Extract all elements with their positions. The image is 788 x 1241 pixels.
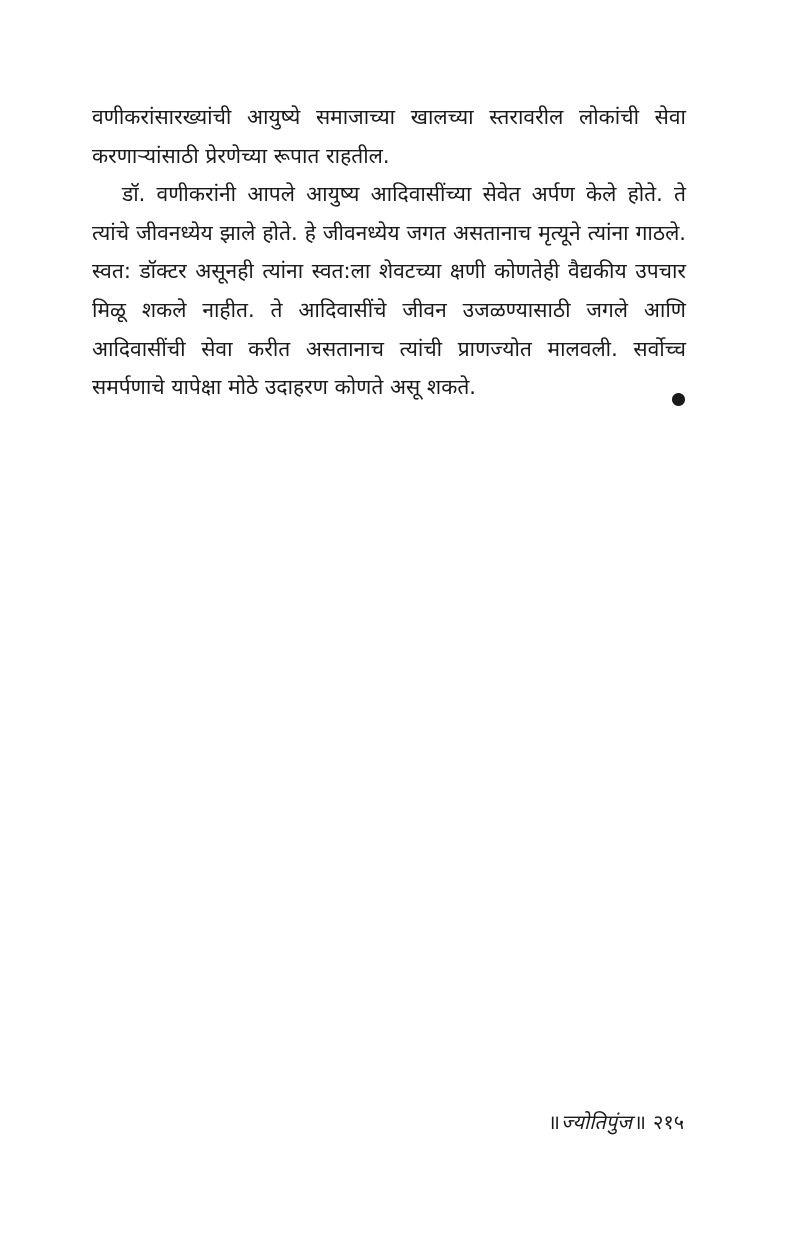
footer-bars-right: ॥ bbox=[633, 1110, 645, 1134]
paragraph-2-line-2: त्यांचे जीवनध्येय झाले होते. हे जीवनध्येय जगत असतानाच मृत्यूने त्यांना गाठले. bbox=[92, 220, 686, 245]
paragraph-2-line-4: मिळू शकले नाहीत. ते आदिवासींचे जीवन उजळण्यासाठी जगले आणि bbox=[92, 297, 686, 322]
paragraph-2-line-1: डॉ. वणीकरांनी आपले आयुष्य आदिवासींच्या सेवेत अर्पण केले होते. ते bbox=[122, 182, 686, 207]
paragraph-2-line-3: स्वत: डॉक्टर असूनही त्यांना स्वत:ला शेवटच्या क्षणी कोणतेही वैद्यकीय उपचार bbox=[92, 259, 686, 284]
paragraph-2-line-6: समर्पणाचे यापेक्षा मोठे उदाहरण कोणते असू शकते. bbox=[92, 375, 476, 400]
page-number: २१५ bbox=[652, 1110, 685, 1134]
paragraph-1-line-2: करणाऱ्यांसाठी प्रेरणेच्या रूपात राहतील. bbox=[92, 143, 390, 168]
section-end-bullet-icon bbox=[672, 393, 685, 406]
paragraph-2-line-5: आदिवासींची सेवा करीत असतानाच त्यांची प्राणज्योत मालवली. सर्वोच्च bbox=[92, 336, 686, 361]
paragraph-1-line-1: वणीकरांसारख्यांची आयुष्ये समाजाच्या खालच्या स्तरावरील लोकांची सेवा bbox=[92, 105, 686, 129]
footer-book-title: ज्योतिपुंज bbox=[560, 1110, 632, 1134]
body-text bbox=[92, 98, 686, 407]
page-footer bbox=[548, 1108, 684, 1135]
footer-bars-left: ॥ bbox=[548, 1110, 559, 1134]
